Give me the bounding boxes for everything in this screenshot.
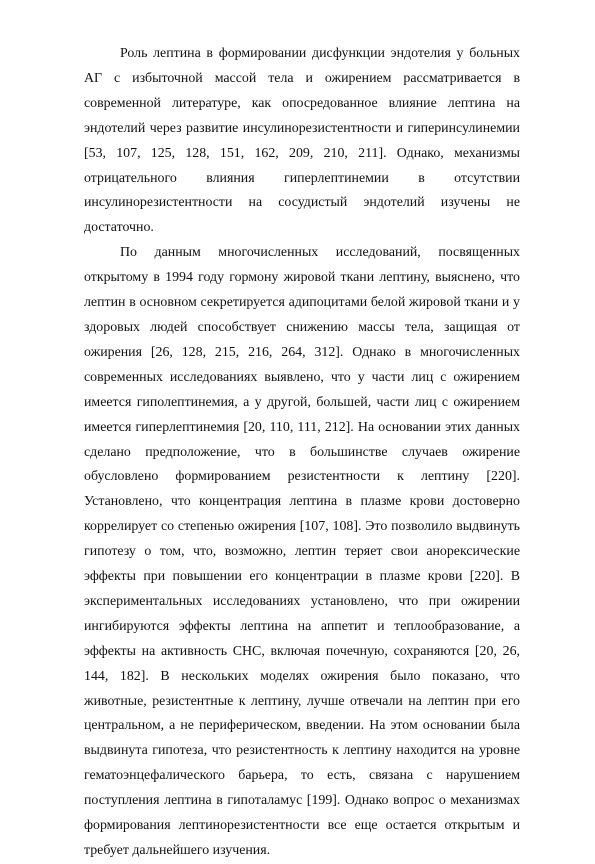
paragraph-leptin-resistance: По данным многочисленных исследований, посвященных открытому в 1994 году гормону жировой ткани лептину, выяснено, что лептин в основном секретируется адипоцитами белой жировой ткани и у здоровых людей способствует снижению массы тела, защищая от ожирения [26, 128, 215, 216, 264, 312]. Однако в многочисленных современных исследованиях выявлено, что у части лиц с ожирением имеется гиполептинемия, а у другой, большей, части лиц с ожирением имеется гиперлептинемия [20, 110, 111, 212]. На основании этих данных сделано предположение, что в большинстве случаев ожирение обусловлено формированием резистентности к лептину [220]. Установлено, что концентрация лептина в плазме крови достоверно коррелирует со степенью ожирения [107, 108]. Это позволило выдвинуть гипотезу о том, что, возможно, лептин теряет свои анорексические эффекты при повышении его концентрации в плазме крови [220]. В экспериментальных исследованиях установлено, что при ожирении ингибируются эффекты лептина на аппетит и теплообразование, а эффекты на активность СНС, включая почечную, сохраняются [20, 26, 144, 182]. В нескольких моделях ожирения было показано, что животные, резистентные к лептину, лучше отвечали на лептин при его центральном, а не периферическом, введении. На этом основании была выдвинута гипотеза, что резистентность к лептину находится на уровне гематоэнцефалического барьера, то есть, связана с нарушением поступления лептина в гипоталамус [199]. Однако вопрос о механизмах формирования лептинорезистентности все еще остается открытым и требует дальнейшего изучения. (84, 245, 520, 858)
document-page (84, 42, 520, 864)
paragraph-leptin-endothelium: Роль лептина в формировании дисфункции эндотелия у больных АГ с избыточной массой тела и ожирением рассматривается в современной литературе, как опосредованное влияние лептина на эндотелий через развитие инсулинорезистентности и гиперинсулинемии [53, 107, 125, 128, 151, 162, 209, 210, 211]. Однако, механизмы отрицательного влияния гиперлептинемии в отсутствии инсулинорезистентности на сосудистый эндотелий изучены не достаточно. (84, 46, 520, 236)
